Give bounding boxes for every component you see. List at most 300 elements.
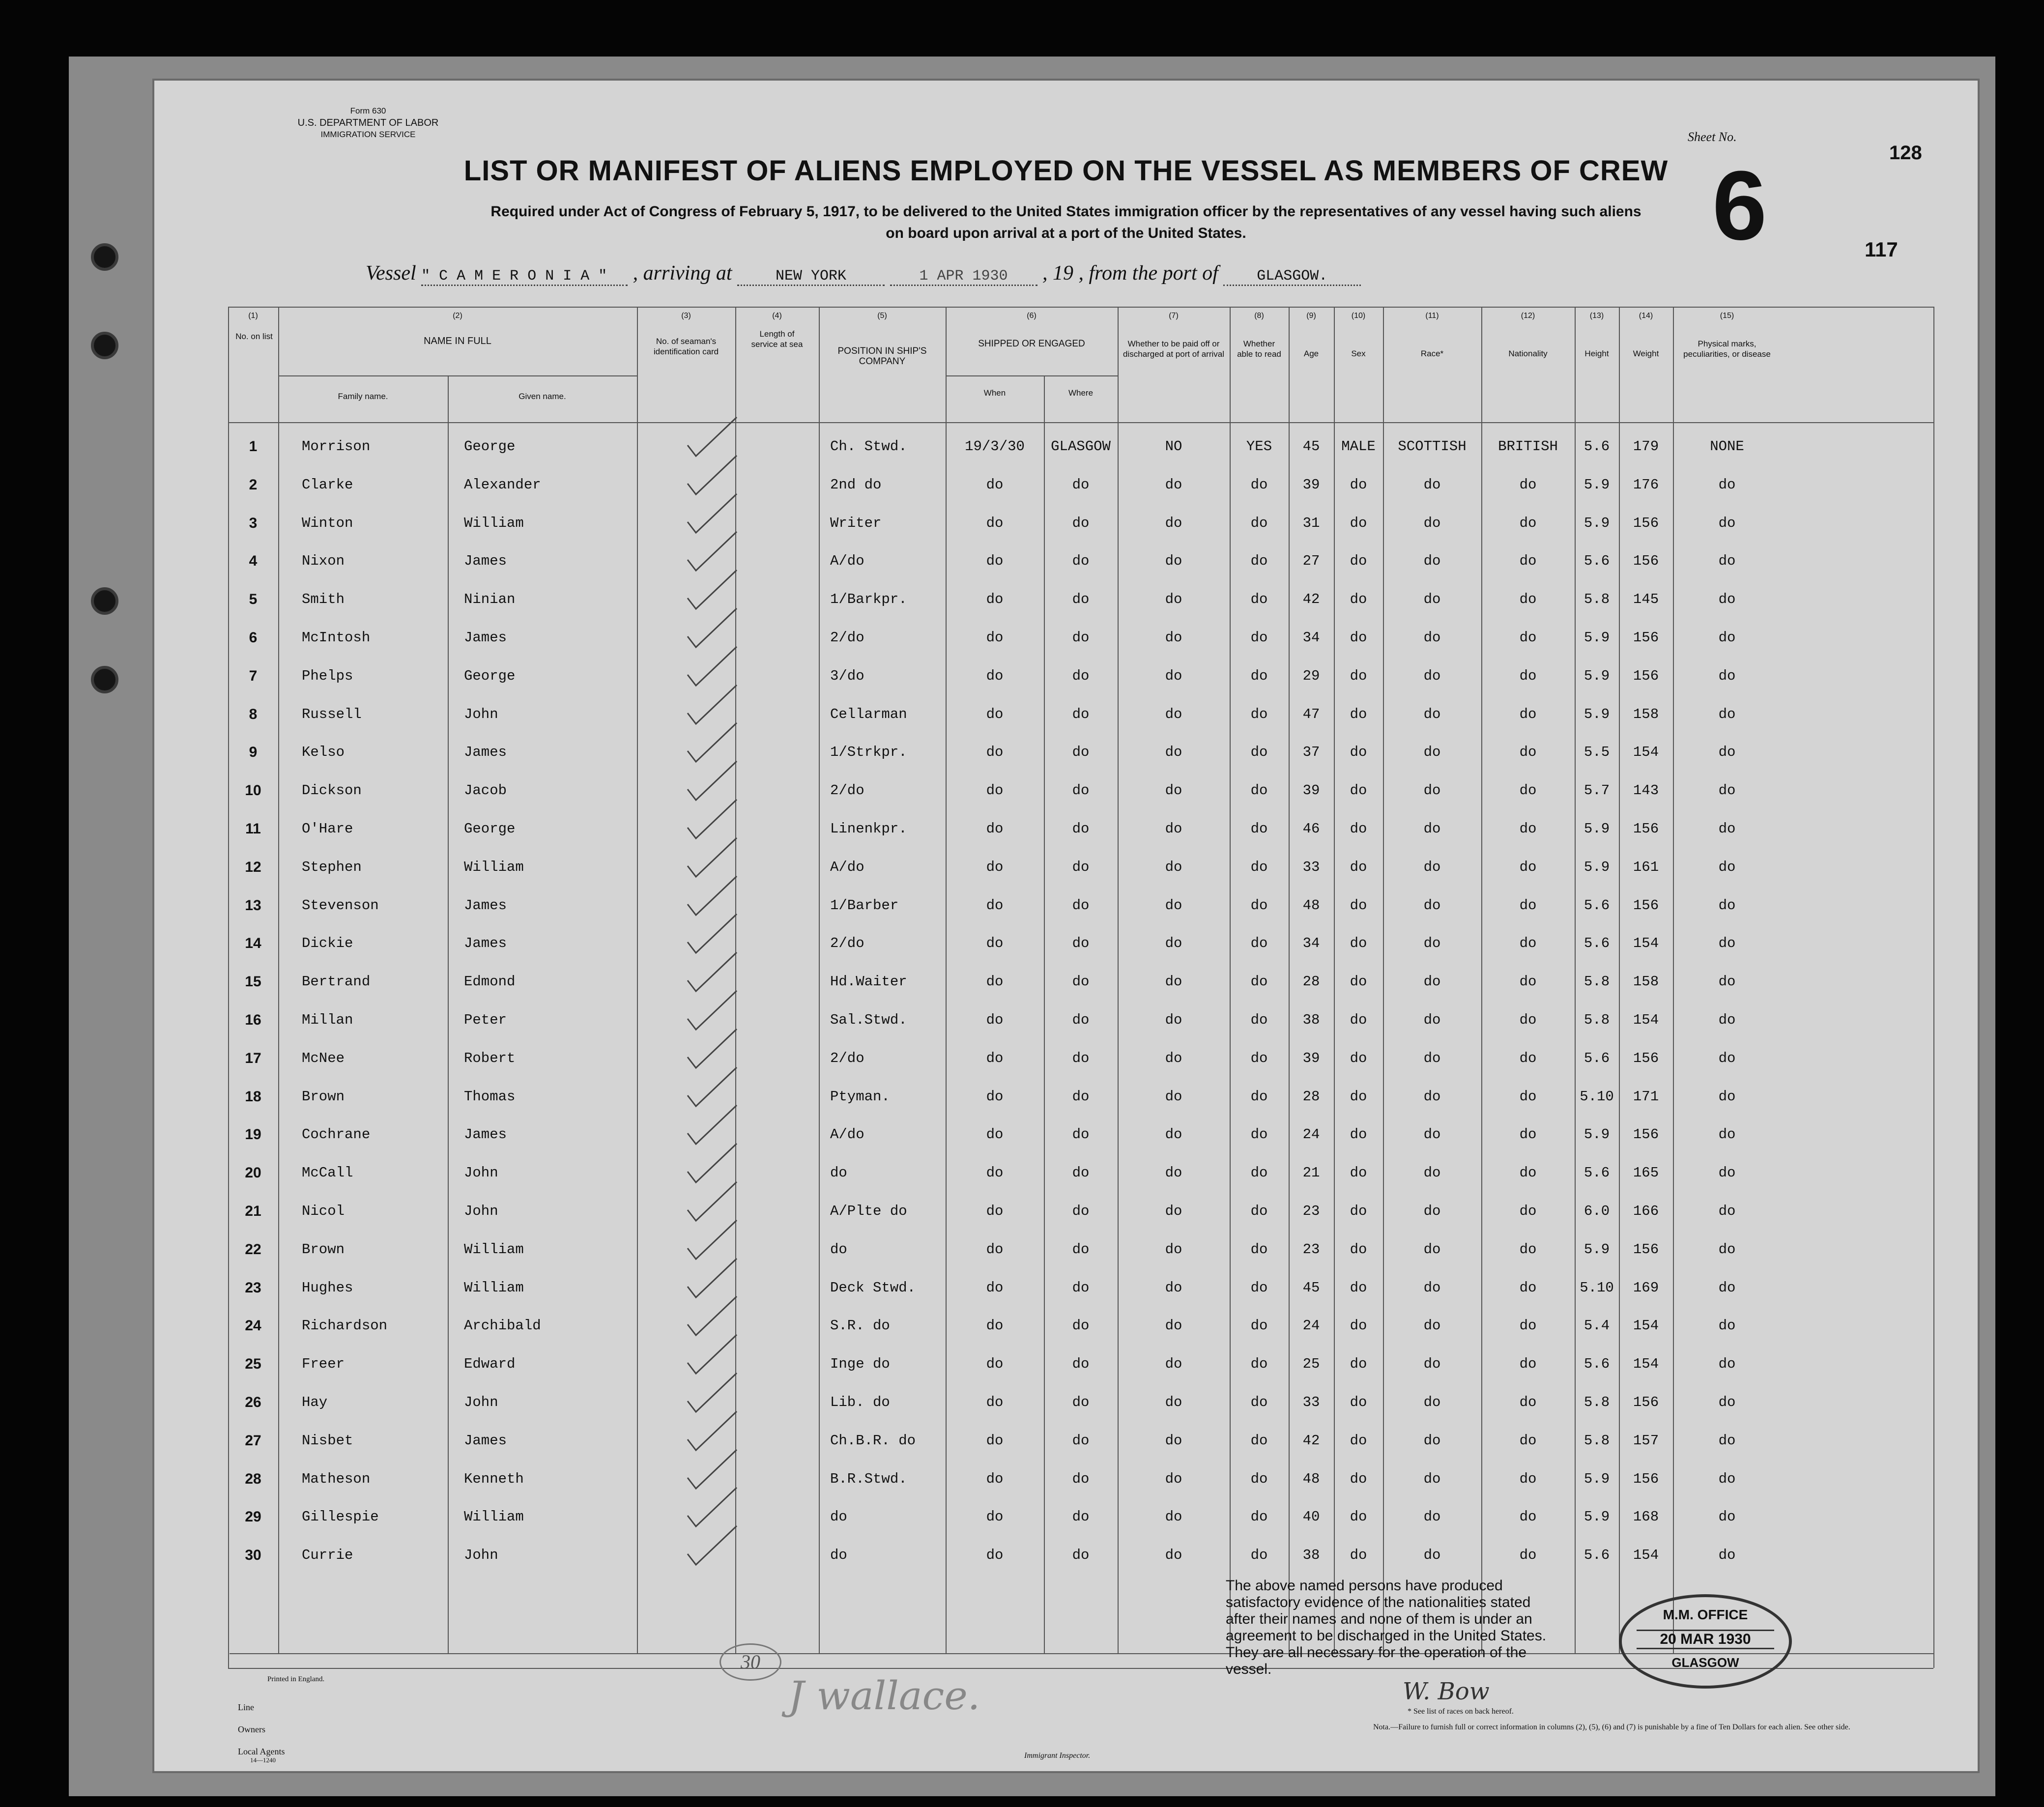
cell-paid: do <box>1165 935 1182 952</box>
cell-position: do <box>830 1241 847 1258</box>
cell-nat: do <box>1519 1012 1537 1028</box>
cell-race: do <box>1423 476 1441 493</box>
cell-no: 13 <box>245 897 261 914</box>
cell-read: do <box>1250 1126 1268 1143</box>
cell-sex: do <box>1350 1050 1367 1066</box>
mm-office-stamp <box>1619 1594 1792 1689</box>
cell-read: YES <box>1246 438 1272 455</box>
cell-sex: do <box>1350 782 1367 799</box>
table-row <box>228 1271 1933 1309</box>
cell-age: 23 <box>1302 1203 1320 1219</box>
cell-read: do <box>1250 1241 1268 1258</box>
cell-weight: 176 <box>1633 476 1659 493</box>
header-shipped: SHIPPED OR ENGAGED <box>978 339 1085 349</box>
cell-read: do <box>1250 630 1268 646</box>
cell-weight: 154 <box>1633 1356 1659 1373</box>
cell-given: John <box>464 1547 498 1564</box>
cell-marks: do <box>1718 515 1736 531</box>
col-num-5: (5) <box>877 312 887 320</box>
cell-no: 21 <box>245 1203 261 1219</box>
cell-weight: 156 <box>1633 897 1659 914</box>
cell-when: do <box>986 974 1004 990</box>
header-id-card: No. of seaman's identification card <box>653 337 719 356</box>
cell-nat: do <box>1519 706 1537 722</box>
cell-height: 5.8 <box>1583 1394 1610 1410</box>
cell-race: do <box>1423 859 1441 875</box>
header-age: Age <box>1303 349 1319 358</box>
cell-sex: do <box>1350 667 1367 684</box>
table-row <box>228 1538 1933 1577</box>
check-mark-icon <box>685 1409 739 1453</box>
cell-when: do <box>986 1203 1004 1219</box>
check-mark-icon <box>685 491 739 536</box>
cell-where: do <box>1072 1318 1090 1334</box>
cell-where: do <box>1072 515 1090 531</box>
cell-when: do <box>986 1318 1004 1334</box>
cell-race: do <box>1423 1394 1441 1410</box>
cell-read: do <box>1250 1203 1268 1219</box>
table-row <box>228 774 1933 812</box>
cell-paid: do <box>1165 782 1182 799</box>
cell-family: Hughes <box>302 1279 353 1296</box>
cell-no: 8 <box>249 706 258 722</box>
cell-nat: do <box>1519 1509 1537 1525</box>
department-name: U.S. DEPARTMENT OF LABOR <box>297 117 439 128</box>
cell-read: do <box>1250 667 1268 684</box>
cell-family: Currie <box>302 1547 353 1564</box>
cell-age: 37 <box>1302 744 1320 761</box>
check-mark-icon <box>685 606 739 650</box>
cell-height: 5.6 <box>1583 935 1610 952</box>
cell-marks: do <box>1718 667 1736 684</box>
cell-paid: do <box>1165 1203 1182 1219</box>
cell-when: do <box>986 1012 1004 1028</box>
cell-when: do <box>986 667 1004 684</box>
binder-hole <box>91 666 118 693</box>
cell-where: do <box>1072 1126 1090 1143</box>
cell-paid: do <box>1165 1088 1182 1105</box>
cell-read: do <box>1250 553 1268 570</box>
header-position: POSITION IN SHIP'S COMPANY <box>837 346 927 367</box>
cell-no: 11 <box>245 821 261 837</box>
master-signature: W. Bow <box>1403 1678 1490 1705</box>
cell-position: Sal.Stwd. <box>830 1012 907 1028</box>
table-row <box>228 430 1933 468</box>
cell-where: do <box>1072 1356 1090 1373</box>
cell-race: do <box>1423 706 1441 722</box>
cell-race: do <box>1423 744 1441 761</box>
binder-hole <box>91 332 118 359</box>
cell-age: 27 <box>1302 553 1320 570</box>
check-mark-icon <box>685 1065 739 1109</box>
cell-where: do <box>1072 476 1090 493</box>
cell-paid: do <box>1165 553 1182 570</box>
cell-marks: do <box>1718 935 1736 952</box>
cell-age: 33 <box>1302 859 1320 875</box>
cell-read: do <box>1250 821 1268 837</box>
cell-nat: do <box>1519 1126 1537 1143</box>
cell-weight: 154 <box>1633 1547 1659 1564</box>
check-mark-icon <box>685 683 739 727</box>
check-mark-icon <box>685 1218 739 1262</box>
name-sub-separator <box>278 375 637 376</box>
year-label: , 19 <box>1042 262 1073 285</box>
cell-no: 10 <box>245 782 261 799</box>
check-mark-icon <box>685 453 739 497</box>
cell-height: 5.6 <box>1583 1356 1610 1373</box>
cell-read: do <box>1250 1279 1268 1296</box>
cell-weight: 161 <box>1633 859 1659 875</box>
cell-given: Peter <box>464 1012 507 1028</box>
cell-marks: do <box>1718 1432 1736 1449</box>
cell-marks: do <box>1718 974 1736 990</box>
cell-age: 42 <box>1302 591 1320 608</box>
header-height: Height <box>1584 349 1609 358</box>
cell-no: 2 <box>249 476 258 493</box>
cell-age: 45 <box>1302 438 1320 455</box>
cell-position: Linenkpr. <box>830 821 907 837</box>
cell-position: 2/do <box>830 935 864 952</box>
cell-family: Gillespie <box>302 1509 379 1525</box>
cell-nat: do <box>1519 1470 1537 1487</box>
cell-race: do <box>1423 782 1441 799</box>
cell-family: Nicol <box>302 1203 345 1219</box>
cell-when: do <box>986 1050 1004 1066</box>
cell-given: James <box>464 935 507 952</box>
table-row <box>228 889 1933 927</box>
arrival-port: NEW YORK <box>737 268 885 286</box>
cell-given: William <box>464 859 524 875</box>
cell-when: do <box>986 553 1004 570</box>
cell-weight: 157 <box>1633 1432 1659 1449</box>
col-num-14: (14) <box>1639 312 1653 320</box>
header-race: Race* <box>1420 349 1444 358</box>
cell-height: 5.9 <box>1583 630 1610 646</box>
cell-race: do <box>1423 1050 1441 1066</box>
cell-age: 38 <box>1302 1012 1320 1028</box>
cell-weight: 156 <box>1633 553 1659 570</box>
cell-where: do <box>1072 706 1090 722</box>
cell-given: Archibald <box>464 1318 541 1334</box>
cell-when: do <box>986 1547 1004 1564</box>
cell-paid: do <box>1165 1432 1182 1449</box>
table-row <box>228 1462 1933 1500</box>
cell-paid: do <box>1165 744 1182 761</box>
cell-given: James <box>464 1126 507 1143</box>
col-num-13: (13) <box>1589 312 1604 320</box>
cell-paid: do <box>1165 630 1182 646</box>
cell-when: do <box>986 1470 1004 1487</box>
stamp-bottom: GLASGOW <box>1671 1655 1739 1670</box>
cell-race: do <box>1423 1088 1441 1105</box>
cell-no: 4 <box>249 553 258 570</box>
cell-when: do <box>986 1509 1004 1525</box>
cell-race: do <box>1423 591 1441 608</box>
cell-marks: do <box>1718 1165 1736 1181</box>
cell-paid: do <box>1165 1470 1182 1487</box>
cell-height: 5.9 <box>1583 515 1610 531</box>
cell-age: 24 <box>1302 1318 1320 1334</box>
cell-family: Phelps <box>302 667 353 684</box>
table-row <box>228 1347 1933 1385</box>
cell-age: 24 <box>1302 1126 1320 1143</box>
service-name: IMMIGRATION SERVICE <box>320 130 416 139</box>
cell-paid: do <box>1165 1050 1182 1066</box>
cell-age: 39 <box>1302 476 1320 493</box>
cell-age: 38 <box>1302 1547 1320 1564</box>
cell-family: Stephen <box>302 859 362 875</box>
check-mark-icon <box>685 529 739 574</box>
check-mark-icon <box>685 912 739 956</box>
cell-sex: do <box>1350 744 1367 761</box>
cell-paid: do <box>1165 821 1182 837</box>
cell-read: do <box>1250 1394 1268 1410</box>
cell-when: do <box>986 897 1004 914</box>
cell-family: Nisbet <box>302 1432 353 1449</box>
cell-nat: do <box>1519 744 1537 761</box>
cell-read: do <box>1250 1318 1268 1334</box>
cell-height: 5.6 <box>1583 1547 1610 1564</box>
cell-family: Morrison <box>302 438 371 455</box>
cell-where: do <box>1072 1509 1090 1525</box>
line-label: Line <box>238 1702 254 1712</box>
cell-paid: do <box>1165 1318 1182 1334</box>
cell-marks: do <box>1718 1356 1736 1373</box>
cell-given: Robert <box>464 1050 516 1066</box>
check-mark-icon <box>685 1371 739 1415</box>
inspector-signature: J wallace. <box>788 1673 980 1719</box>
cell-family: Hay <box>302 1394 328 1410</box>
inspector-label: Immigrant Inspector. <box>1024 1751 1091 1760</box>
cell-position: 2/do <box>830 1050 864 1066</box>
cell-when: do <box>986 1356 1004 1373</box>
cell-position: A/Plte do <box>830 1203 907 1219</box>
cell-family: McIntosh <box>302 630 371 646</box>
cell-marks: do <box>1718 1394 1736 1410</box>
cell-when: do <box>986 1432 1004 1449</box>
cell-marks: do <box>1718 821 1736 837</box>
cell-nat: do <box>1519 1165 1537 1181</box>
cell-nat: do <box>1519 1050 1537 1066</box>
cell-given: Alexander <box>464 476 541 493</box>
cell-position: B.R.Stwd. <box>830 1470 907 1487</box>
cell-no: 25 <box>245 1356 261 1373</box>
cell-sex: do <box>1350 974 1367 990</box>
cell-paid: do <box>1165 1165 1182 1181</box>
cell-height: 5.7 <box>1583 782 1610 799</box>
cell-marks: do <box>1718 1279 1736 1296</box>
cell-marks: do <box>1718 1241 1736 1258</box>
cell-position: Cellarman <box>830 706 907 722</box>
cell-race: do <box>1423 1165 1441 1181</box>
table-row <box>228 926 1933 965</box>
cell-height: 5.9 <box>1583 1509 1610 1525</box>
cell-position: A/do <box>830 553 864 570</box>
col-num-2: (2) <box>453 312 462 320</box>
cell-no: 27 <box>245 1432 261 1449</box>
cell-weight: 143 <box>1633 782 1659 799</box>
cell-marks: do <box>1718 1318 1736 1334</box>
cell-age: 39 <box>1302 1050 1320 1066</box>
check-mark-icon <box>685 415 739 459</box>
cell-age: 40 <box>1302 1509 1320 1525</box>
cell-nat: do <box>1519 1203 1537 1219</box>
cell-given: John <box>464 1203 498 1219</box>
cell-given: William <box>464 1279 524 1296</box>
cell-paid: do <box>1165 974 1182 990</box>
cell-height: 5.9 <box>1583 1241 1610 1258</box>
cell-no: 12 <box>245 859 261 875</box>
check-mark-icon <box>685 1103 739 1147</box>
cell-family: Freer <box>302 1356 345 1373</box>
cell-age: 23 <box>1302 1241 1320 1258</box>
cell-family: McNee <box>302 1050 345 1066</box>
certification-text: The above named persons have produced satisfactory evidence of the nationalities stated after their names and none of them is under an agreement to be discharged in the United States. They are all necessary for the operation of the vessel. <box>1226 1578 1547 1677</box>
cell-sex: do <box>1350 821 1367 837</box>
cell-family: Nixon <box>302 553 345 570</box>
form-header <box>258 105 479 141</box>
cell-height: 5.8 <box>1583 591 1610 608</box>
table-row <box>228 735 1933 774</box>
cell-where: do <box>1072 744 1090 761</box>
arrival-date-stamp: 1 APR 1930 <box>890 268 1037 286</box>
table-row <box>228 1003 1933 1041</box>
cell-race: do <box>1423 1126 1441 1143</box>
table-row <box>228 1080 1933 1118</box>
table-row <box>228 1156 1933 1194</box>
cell-when: 19/3/30 <box>965 438 1025 455</box>
cell-sex: do <box>1350 1470 1367 1487</box>
cell-when: do <box>986 744 1004 761</box>
cell-position: 1/Barber <box>830 897 899 914</box>
cell-height: 5.6 <box>1583 1165 1610 1181</box>
cell-family: Millan <box>302 1012 353 1028</box>
cell-where: do <box>1072 667 1090 684</box>
cell-marks: do <box>1718 1050 1736 1066</box>
cell-position: Lib. do <box>830 1394 890 1410</box>
cell-position: 1/Strkpr. <box>830 744 907 761</box>
vessel-name: " C A M E R O N I A " <box>421 268 628 286</box>
cell-read: do <box>1250 1012 1268 1028</box>
cell-race: do <box>1423 1012 1441 1028</box>
cell-family: Dickie <box>302 935 353 952</box>
table-row <box>228 506 1933 545</box>
cell-race: do <box>1423 1509 1441 1525</box>
cell-paid: do <box>1165 1012 1182 1028</box>
cell-nat: do <box>1519 1279 1537 1296</box>
cell-sex: do <box>1350 897 1367 914</box>
cell-when: do <box>986 1126 1004 1143</box>
check-mark-icon <box>685 1179 739 1224</box>
header-separator <box>228 422 1933 423</box>
cell-weight: 158 <box>1633 706 1659 722</box>
cell-given: Edmond <box>464 974 516 990</box>
vessel-label: Vessel <box>366 262 416 285</box>
table-row <box>228 1309 1933 1347</box>
cell-nat: do <box>1519 1088 1537 1105</box>
cell-nat: do <box>1519 1547 1537 1564</box>
cell-given: George <box>464 667 516 684</box>
cell-sex: do <box>1350 476 1367 493</box>
check-mark-icon <box>685 874 739 918</box>
cell-when: do <box>986 859 1004 875</box>
cell-nat: do <box>1519 1241 1537 1258</box>
cell-height: 5.9 <box>1583 821 1610 837</box>
sheet-label: Sheet No. <box>1688 130 1737 144</box>
header-nationality: Nationality <box>1508 349 1548 358</box>
cell-position: Hd.Waiter <box>830 974 907 990</box>
cell-family: Brown <box>302 1088 345 1105</box>
header-no-on-list: No. on list <box>235 332 273 341</box>
sheet-number: 6 <box>1712 151 1767 260</box>
cell-race: do <box>1423 630 1441 646</box>
cell-paid: do <box>1165 515 1182 531</box>
check-mark-icon <box>685 1523 739 1568</box>
cell-where: do <box>1072 1470 1090 1487</box>
cell-read: do <box>1250 1356 1268 1373</box>
cell-no: 16 <box>245 1012 261 1028</box>
cell-weight: 154 <box>1633 1012 1659 1028</box>
cell-read: do <box>1250 591 1268 608</box>
cell-given: William <box>464 1509 524 1525</box>
cell-position: Ch.B.R. do <box>830 1432 916 1449</box>
cell-height: 5.9 <box>1583 706 1610 722</box>
cell-nat: do <box>1519 935 1537 952</box>
races-note: * See list of races on back hereof. <box>1408 1707 1514 1716</box>
cell-marks: do <box>1718 1547 1736 1564</box>
cell-sex: do <box>1350 1126 1367 1143</box>
cell-family: Clarke <box>302 476 353 493</box>
table-row <box>228 965 1933 1003</box>
check-mark-icon <box>685 1141 739 1185</box>
cell-nat: do <box>1519 591 1537 608</box>
cell-nat: do <box>1519 1394 1537 1410</box>
cell-height: 5.6 <box>1583 1050 1610 1066</box>
cell-where: do <box>1072 1203 1090 1219</box>
cell-weight: 165 <box>1633 1165 1659 1181</box>
cell-height: 5.6 <box>1583 897 1610 914</box>
cell-sex: do <box>1350 1394 1367 1410</box>
cell-no: 23 <box>245 1279 261 1296</box>
binder-hole <box>91 243 118 271</box>
table-border <box>228 307 1933 308</box>
cell-when: do <box>986 821 1004 837</box>
cell-position: A/do <box>830 859 864 875</box>
cell-family: Winton <box>302 515 353 531</box>
departure-port: GLASGOW. <box>1223 268 1361 286</box>
cell-given: John <box>464 1165 498 1181</box>
table-row <box>228 1385 1933 1424</box>
cell-nat: do <box>1519 1432 1537 1449</box>
cell-weight: 156 <box>1633 515 1659 531</box>
col-num-3: (3) <box>681 312 691 320</box>
cell-position: Ch. Stwd. <box>830 438 907 455</box>
table-row <box>228 1118 1933 1156</box>
cell-position: 1/Barkpr. <box>830 591 907 608</box>
cell-when: do <box>986 935 1004 952</box>
cell-no: 29 <box>245 1509 261 1525</box>
cell-no: 28 <box>245 1470 261 1487</box>
cell-where: do <box>1072 859 1090 875</box>
cell-when: do <box>986 1279 1004 1296</box>
cell-no: 14 <box>245 935 261 952</box>
cell-family: Matheson <box>302 1470 371 1487</box>
cell-sex: do <box>1350 1318 1367 1334</box>
cell-age: 34 <box>1302 630 1320 646</box>
cell-paid: do <box>1165 1126 1182 1143</box>
cell-position: do <box>830 1509 847 1525</box>
cell-read: do <box>1250 935 1268 952</box>
